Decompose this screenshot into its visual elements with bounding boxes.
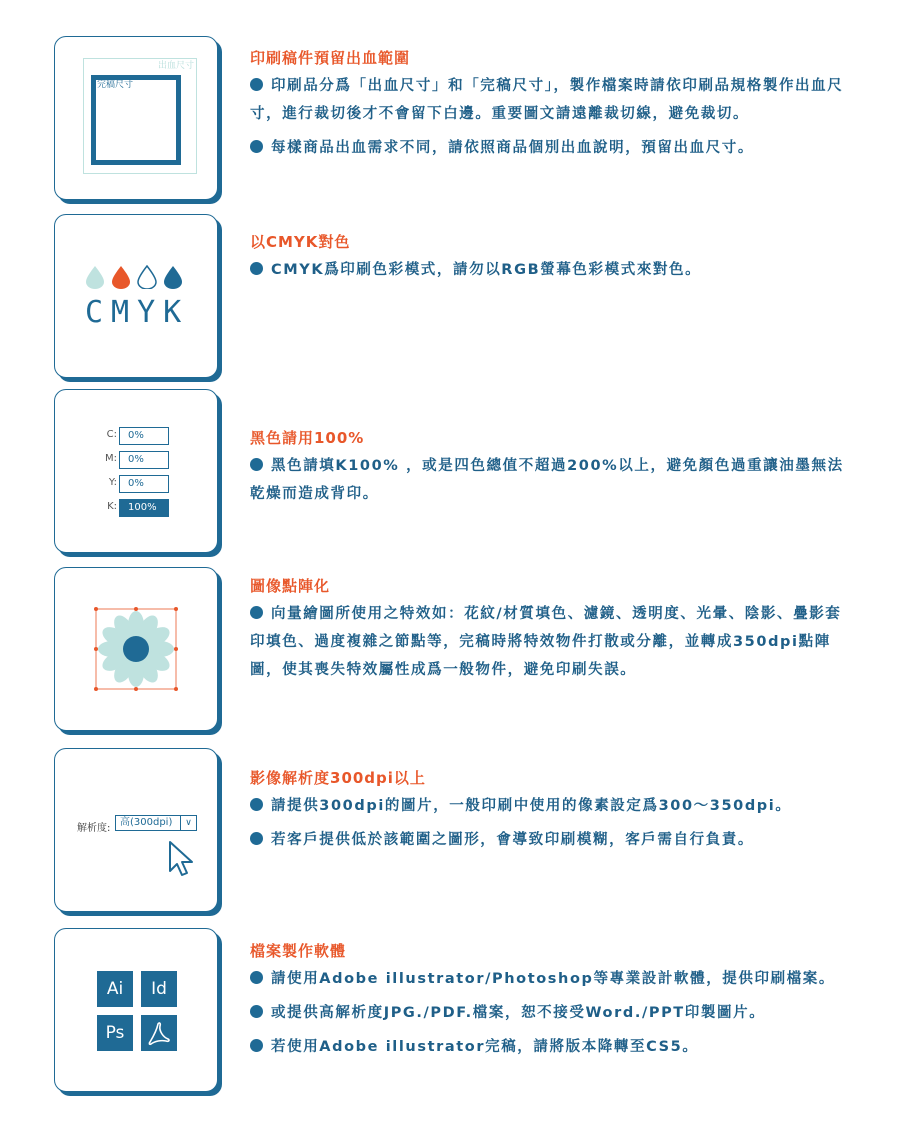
cmyk-row-c: C: 0% [83, 427, 203, 445]
section-title: 印刷稿件預留出血範圍 [250, 49, 411, 67]
bullet-dot-icon [250, 832, 263, 845]
bullet-dot-icon [250, 78, 263, 91]
chevron-down-icon: ∨ [180, 816, 196, 830]
section-title: 以CMYK對色 [250, 233, 351, 251]
bullet-item: CMYK爲印刷色彩模式，請勿以RGB螢幕色彩模式來對色。 [250, 256, 850, 284]
section-title: 黑色請用100% [250, 429, 365, 447]
bullet-item: 若客戶提供低於該範圍之圖形，會導致印刷模糊，客戶需自行負責。 [250, 826, 850, 854]
section-resolution [250, 768, 850, 854]
resolution-select: 高(300dpi) ∨ [115, 815, 197, 831]
illustrator-icon: Ai [97, 971, 133, 1007]
photoshop-icon: Ps [97, 1015, 133, 1051]
black-value-card [54, 389, 218, 553]
bullet-item: 或提供高解析度JPG./PDF.檔案，恕不接受Word./PPT印製圖片。 [250, 999, 850, 1027]
bullet-item: 每樣商品出血需求不同，請依照商品個別出血說明，預留出血尺寸。 [250, 134, 850, 162]
cmyk-row-y: Y: 0% [83, 475, 203, 493]
bullet-item: 印刷品分爲「出血尺寸」和「完稿尺寸」，製作檔案時請依印刷品規格製作出血尺寸，進行裁切後才不會留下白邊。重要圖文請遠離裁切線，避免裁切。 [250, 78, 844, 122]
section-title: 影像解析度300dpi以上 [250, 769, 426, 787]
resolution-label: 解析度: [77, 823, 111, 834]
bullet-dot-icon [250, 262, 263, 275]
bullet-item: 黑色請填K100% ，或是四色總值不超過200%以上，避免顏色過重讓油墨無法乾燥而造成背印。 [250, 458, 844, 502]
software-illustration-card [54, 928, 218, 1092]
bullet-dot-icon [250, 971, 263, 984]
bullet-dot-icon [250, 1005, 263, 1018]
cmyk-row-m: M: 0% [83, 451, 203, 469]
cmyk-logo-text: CMYK [85, 295, 190, 330]
section-rasterize [250, 576, 850, 684]
bullet-item: 若使用Adobe illustrator完稿，請將版本降轉至CS5。 [250, 1033, 850, 1061]
section-bleed [250, 48, 850, 162]
bullet-item: 向量繪圖所使用之特效如：花紋/材質填色、濾鏡、透明度、光暈、陰影、疊影套印填色、過度複雜之節點等，完稿時將特效物件打散或分離，並轉成350dpi點陣圖，使其喪失特效屬性成爲一般物件，避免印刷失誤。 [250, 606, 842, 678]
bleed-illustration-card [54, 36, 218, 200]
bullet-item: 請使用Adobe illustrator/Photoshop等專業設計軟體，提供印刷檔案。 [250, 965, 850, 993]
bullet-dot-icon [250, 798, 263, 811]
bullet-item: 請提供300dpi的圖片，一般印刷中使用的像素設定爲300～350dpi。 [250, 792, 850, 820]
section-title: 檔案製作軟體 [250, 942, 347, 960]
bleed-size-label: 出血尺寸 [157, 61, 194, 71]
section-software [250, 941, 850, 1061]
rasterize-illustration-card [54, 567, 218, 731]
cmyk-illustration-card [54, 214, 218, 378]
bullet-dot-icon [250, 140, 263, 153]
acrobat-pdf-icon [141, 1015, 177, 1051]
section-black [250, 428, 850, 508]
resolution-illustration-card [54, 748, 218, 912]
flower-icon [91, 604, 181, 694]
bullet-dot-icon [250, 1039, 263, 1052]
cmyk-row-k: K: 100% [83, 499, 203, 517]
bullet-dot-icon [250, 458, 263, 471]
cursor-arrow-icon [167, 839, 197, 879]
trim-size-label: 完稿尺寸 [97, 80, 134, 90]
bullet-dot-icon [250, 606, 263, 619]
ink-drops-icon [83, 265, 193, 289]
section-cmyk [250, 232, 850, 284]
section-title: 圖像點陣化 [250, 577, 331, 595]
indesign-icon: Id [141, 971, 177, 1007]
